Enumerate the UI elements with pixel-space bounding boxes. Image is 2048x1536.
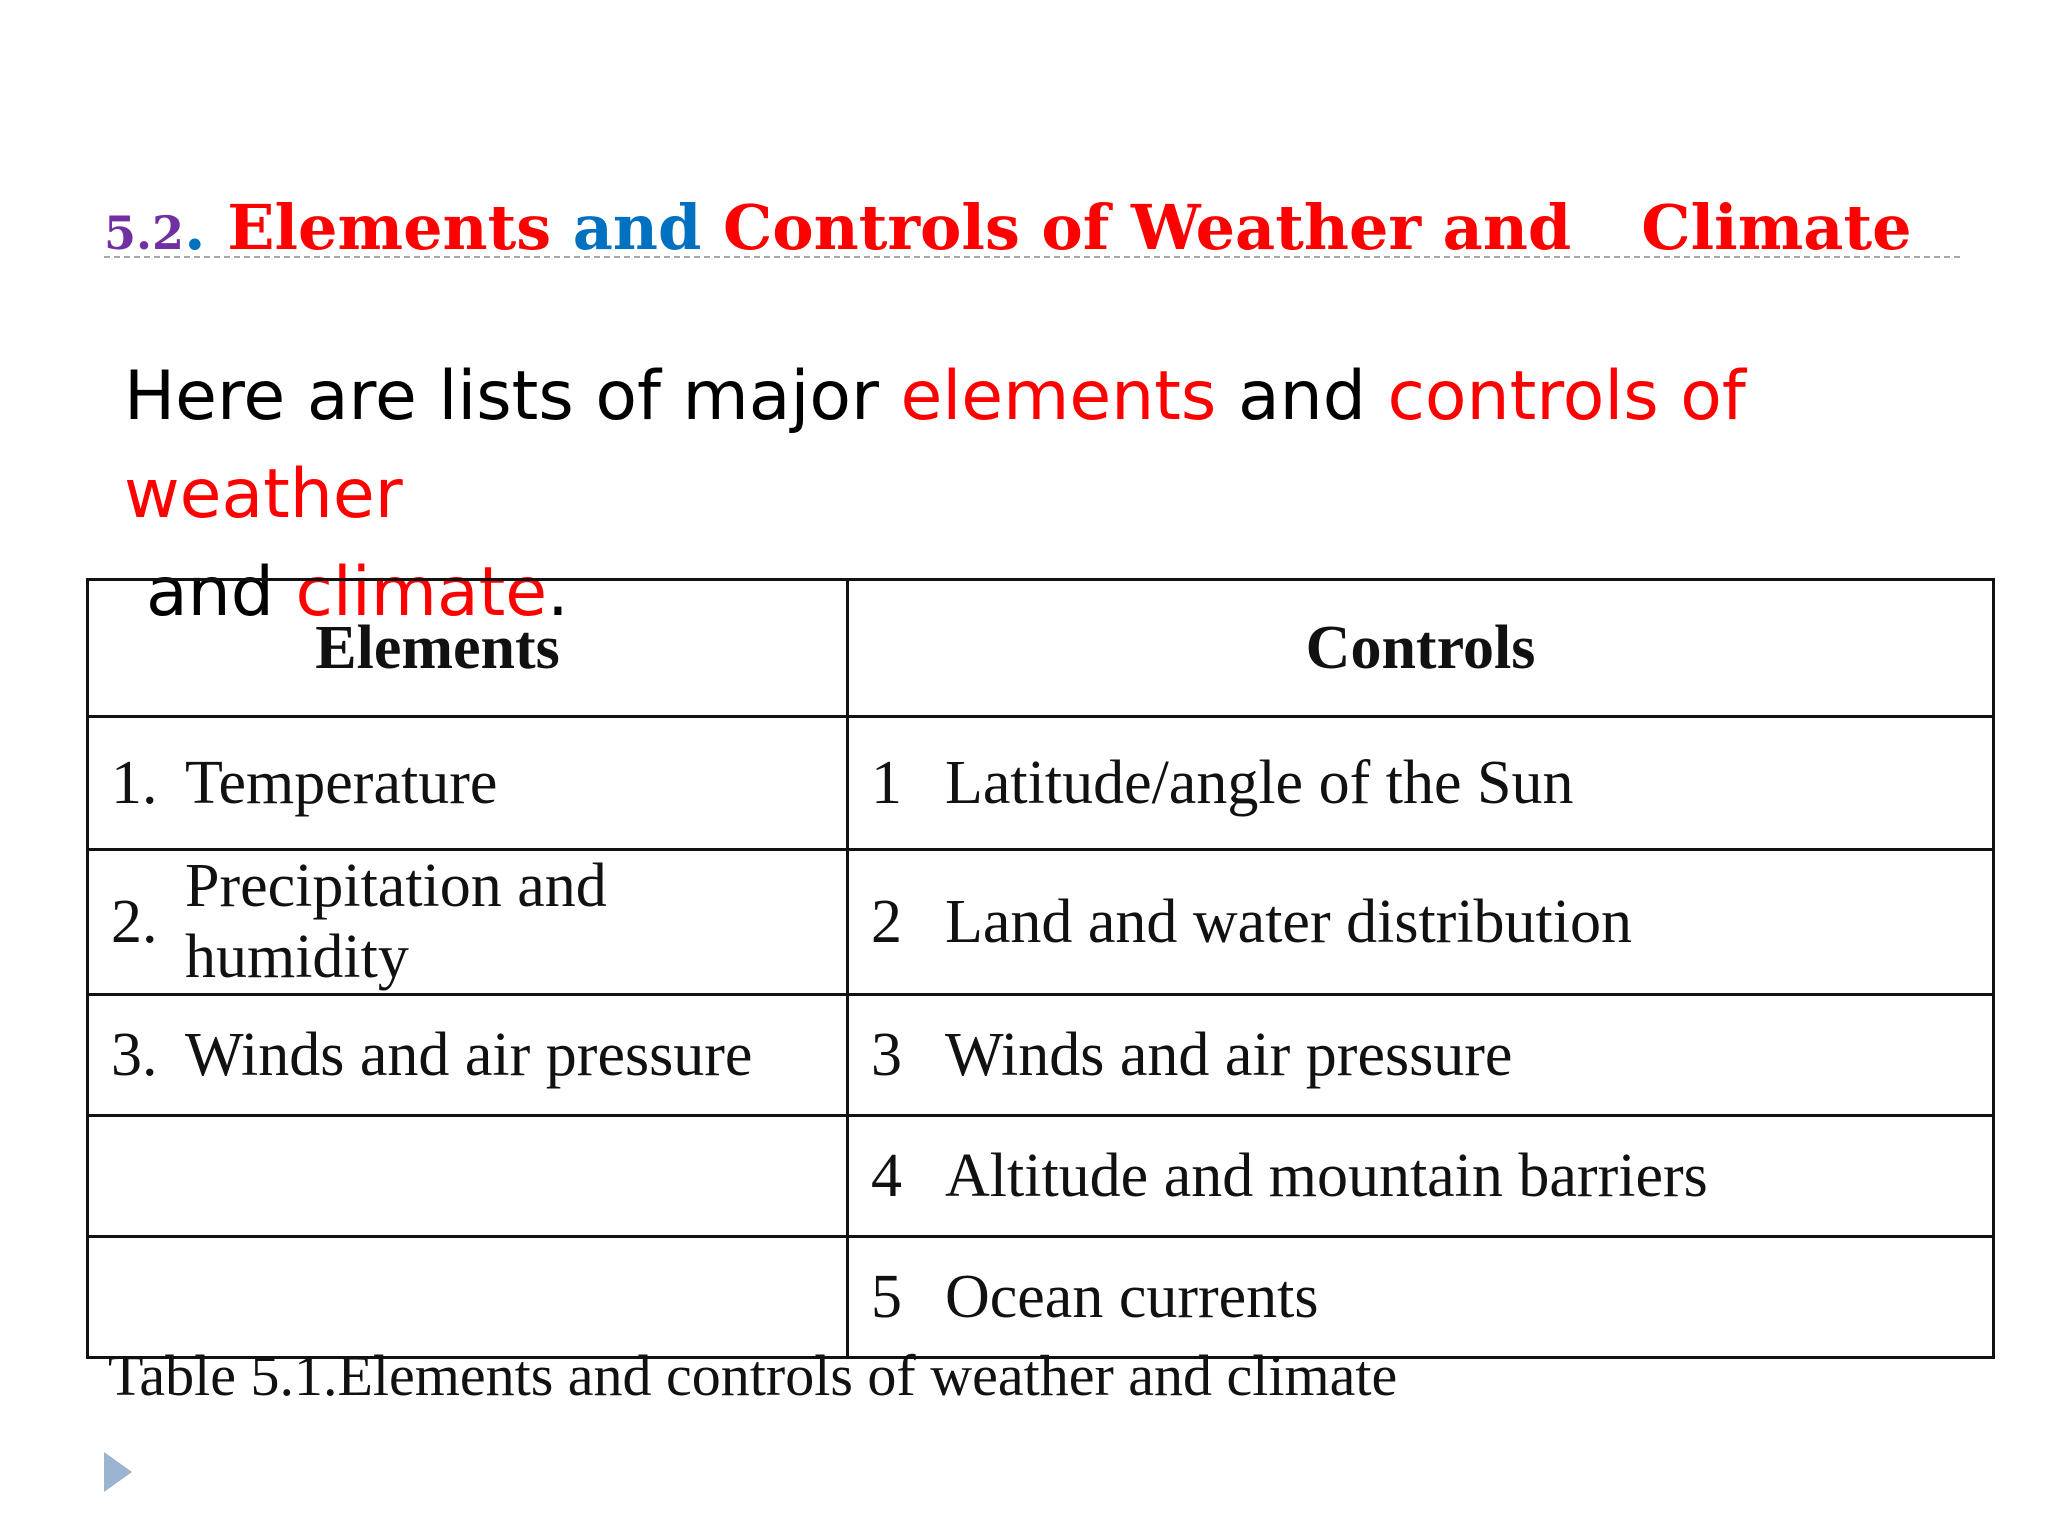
control-number: 5 [871, 1262, 902, 1331]
intro-highlight-controls: controls of weather [124, 357, 1746, 534]
header-elements: Elements [88, 580, 848, 717]
intro-text-1: Here are lists of major [124, 357, 901, 436]
title-word-climate: Climate [1641, 191, 1912, 264]
section-dot: . [184, 191, 206, 264]
table-caption: Table 5.1.Elements and controls of weather and climate [108, 1343, 1398, 1408]
table-row [88, 995, 1994, 1116]
element-cell [88, 995, 848, 1116]
element-number: 1. [111, 748, 158, 817]
control-number: 3 [871, 1020, 902, 1089]
title-word-and: and [572, 191, 702, 264]
header-controls: Controls [848, 580, 1994, 717]
element-number: 3. [111, 1020, 158, 1089]
intro-text-3: and [146, 553, 296, 632]
element-number: 2. [111, 887, 158, 956]
control-cell [848, 717, 1994, 850]
control-cell [848, 850, 1994, 995]
control-number: 4 [871, 1141, 902, 1210]
table-header-row [88, 580, 1994, 717]
element-cell [88, 717, 848, 850]
control-cell [848, 1237, 1994, 1358]
table-row [88, 1116, 1994, 1237]
slide-title [104, 188, 1964, 273]
intro-text-2: and [1216, 357, 1388, 436]
table [86, 578, 1995, 1359]
element-label: Temperature [185, 748, 498, 817]
control-number: 1 [871, 748, 902, 817]
elements-controls-table [86, 578, 1992, 1359]
control-label: Winds and air pressure [945, 1020, 1513, 1089]
element-label: Precipitation and humidity [184, 852, 607, 991]
table-row [88, 717, 1994, 850]
control-number: 2 [871, 887, 902, 956]
element-cell [88, 1237, 848, 1358]
control-cell [848, 1116, 1994, 1237]
control-cell [848, 995, 1994, 1116]
intro-line-1 [124, 348, 2024, 544]
section-number: 5.2 [104, 206, 185, 260]
element-cell [88, 1116, 848, 1237]
title-rest: Controls of Weather and [722, 191, 1572, 264]
control-label: Land and water distribution [945, 887, 1632, 956]
control-label: Altitude and mountain barriers [945, 1141, 1708, 1210]
table-row [88, 1237, 1994, 1358]
element-cell [88, 850, 848, 995]
title-word-elements: Elements [227, 191, 552, 264]
element-label: Winds and air pressure [185, 1020, 753, 1089]
triangle-bullet-icon [104, 1452, 132, 1492]
table-row [88, 850, 1994, 995]
intro-text-4: . [547, 553, 569, 632]
intro-highlight-elements: elements [900, 357, 1217, 436]
intro-highlight-climate: climate [295, 553, 548, 632]
control-label: Latitude/angle of the Sun [945, 748, 1574, 817]
title-divider [104, 256, 1960, 258]
control-label: Ocean currents [945, 1262, 1319, 1331]
